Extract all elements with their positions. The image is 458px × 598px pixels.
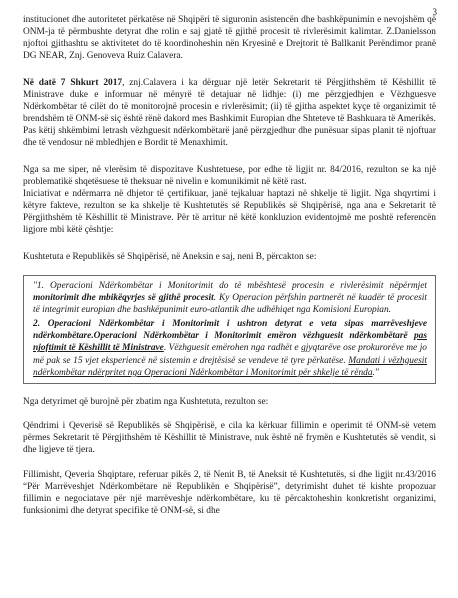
paragraph-2	[23, 77, 436, 126]
quote-1-text-c: . Ky Operacion përfshin partnerët në kuadër të procesit të integrimit europian dhe bashkëpunimit euro-atlantik dhe udhëhiqet nga Komisioni Europian.	[33, 292, 427, 315]
paragraph-7: Nga detyrimet që burojnë për zbatim nga Kushtetuta, rezulton se:	[23, 396, 269, 407]
page-number: 3	[432, 7, 437, 17]
paragraph-8: Qëndrimi i Qeverisë së Republikës së Shqipërisë, e cila ka kërkuar fillimin e operimit të ONM-së vetem përmes Sekretarit të Përgjithshëm të Këshillit të Ministrave, nuk është në frymën e Kushtetutës së vendit, si dhe ligjeve të tjera.	[23, 421, 436, 456]
quote-2-bold: 2. Operacioni Ndërkombëtar i Monitorimit i ushtron detyrat e veta sipas marrëveshjeve ndërkombëtare.Operacioni Ndërkombëtar i Monitorimit emëron vëzhguesit ndërkombëtarë	[33, 319, 427, 342]
quote-1-text-a: "1. Operacioni Ndërkombëtar i Monitorimit do të mbështesë procesin e rivlerësimit nëpërmjet	[33, 280, 427, 291]
paragraph-2-text: , znj.Calavera i ka dërguar një letër Sekretarit të Përgjithshëm të Këshillit të Ministrave duke e informuar në mënyrë të detajuar në lidhje: (i) me përzgjedhjen e Vëzhguesve Ndërkombëtar të cilët do të monitorojnë procesin e rivlerësimit; (ii) të gjitha aspektet kyçe të organizimit të brendshëm të ONM-së siç është rënë dakord mes Bashkimit Europian dhe Shteteve të Bashkuara të Amerikës.	[23, 77, 436, 125]
constitution-quote-box	[23, 275, 436, 384]
paragraph-2-date: Në datë 7 Shkurt 2017	[23, 77, 123, 88]
paragraph-4: Nga sa me siper, në vlerësim të dispozitave Kushtetuese, por edhe të ligjit nr. 84/2016, rezulton se ka një problematikë shqetësuese të theksuar në nivelin e komunikimit në këtë rast.	[23, 164, 436, 187]
paragraph-5: Iniciativat e ndërmarra në dhjetor të çertifikuar, janë tejkaluar haptazi në shkelje të ligjit. Nga shqyrtimi i këtyre fakteve, rezulton se ka shkelje të Kushtetutës së Republikës së Shqipërisë, nga ana e Sekretarit të Përgjithshëm të Këshillit të Ministrave. Për të arritur në këtë konkluzion evidentojmë me poshtë referencën ligjore mbi këtë çështje:	[23, 188, 436, 236]
quote-point-2	[33, 318, 427, 379]
quote-2-end: ."	[372, 367, 379, 378]
quote-1-bold: monitorimit dhe mbikëqyrjes së gjithë procesit	[33, 292, 214, 303]
quote-2-text: . Vëzhguesit emërohen nga radhët e gjyqtarëve ose prokurorëve me jo më pak se 15 vjet eksperiencë në sistemin e drejtësisë se vendeve të tyre përkatëse.	[33, 343, 427, 366]
paragraph-3: Pas këtij shkëmbimi letrash vëzhguesit ndërkombëtarë janë përzgjedhur dhe punësuar sipas planit të njoftuar dhe të vendosur në mbledhjen e Bordit të Menaxhimit.	[23, 126, 436, 149]
paragraph-1: institucionet dhe autoritetet përkatëse në Shqipëri të siguronin asistencën dhe bashkëpunimin e nevojshëm që ONM-ja të përmbushte detyrat dhe rolin e saj gjatë të gjithë procesit të rivlerësimit kalimtar. Z.Danielsson njoftoi gjithashtu se aktivitetet do të koordinoheshin nën Kryesinë e Drejtorit të Ballkanit Perëndimor pranë DG NEAR, Znj. Genoveva Ruiz Calavera.	[23, 15, 436, 62]
quote-point-1	[33, 280, 427, 316]
paragraph-6: Kushtetuta e Republikës së Shqipërisë, në Aneksin e saj, neni B, përcakton se:	[23, 251, 317, 262]
quote-2-underline: Mandati i vëzhguesit ndërkombëtar ndërpritet nga Operacioni Ndërkombëtar i Monitorimit për shkelje të rënda	[33, 355, 427, 378]
quote-2-bold-underline: pas njoftimit të Këshillit të Ministrave	[33, 331, 427, 354]
paragraph-9: Fillimisht, Qeveria Shqiptare, referuar pikës 2, të Nenit B, të Aneksit të Kushtetutës, si dhe ligjit nr.43/2016 “Për Marrëveshjet Ndërkombëtare në Republikën e Shqipërisë”, detyrimisht duhet të kishte propozuar fillimin e negociatave për një marrëveshje ndërkombëtare, ku të përcaktoheshin konkretisht organizimi, funksionimi dhe detyrat specifike të ONM-së, si dhe	[23, 469, 436, 516]
